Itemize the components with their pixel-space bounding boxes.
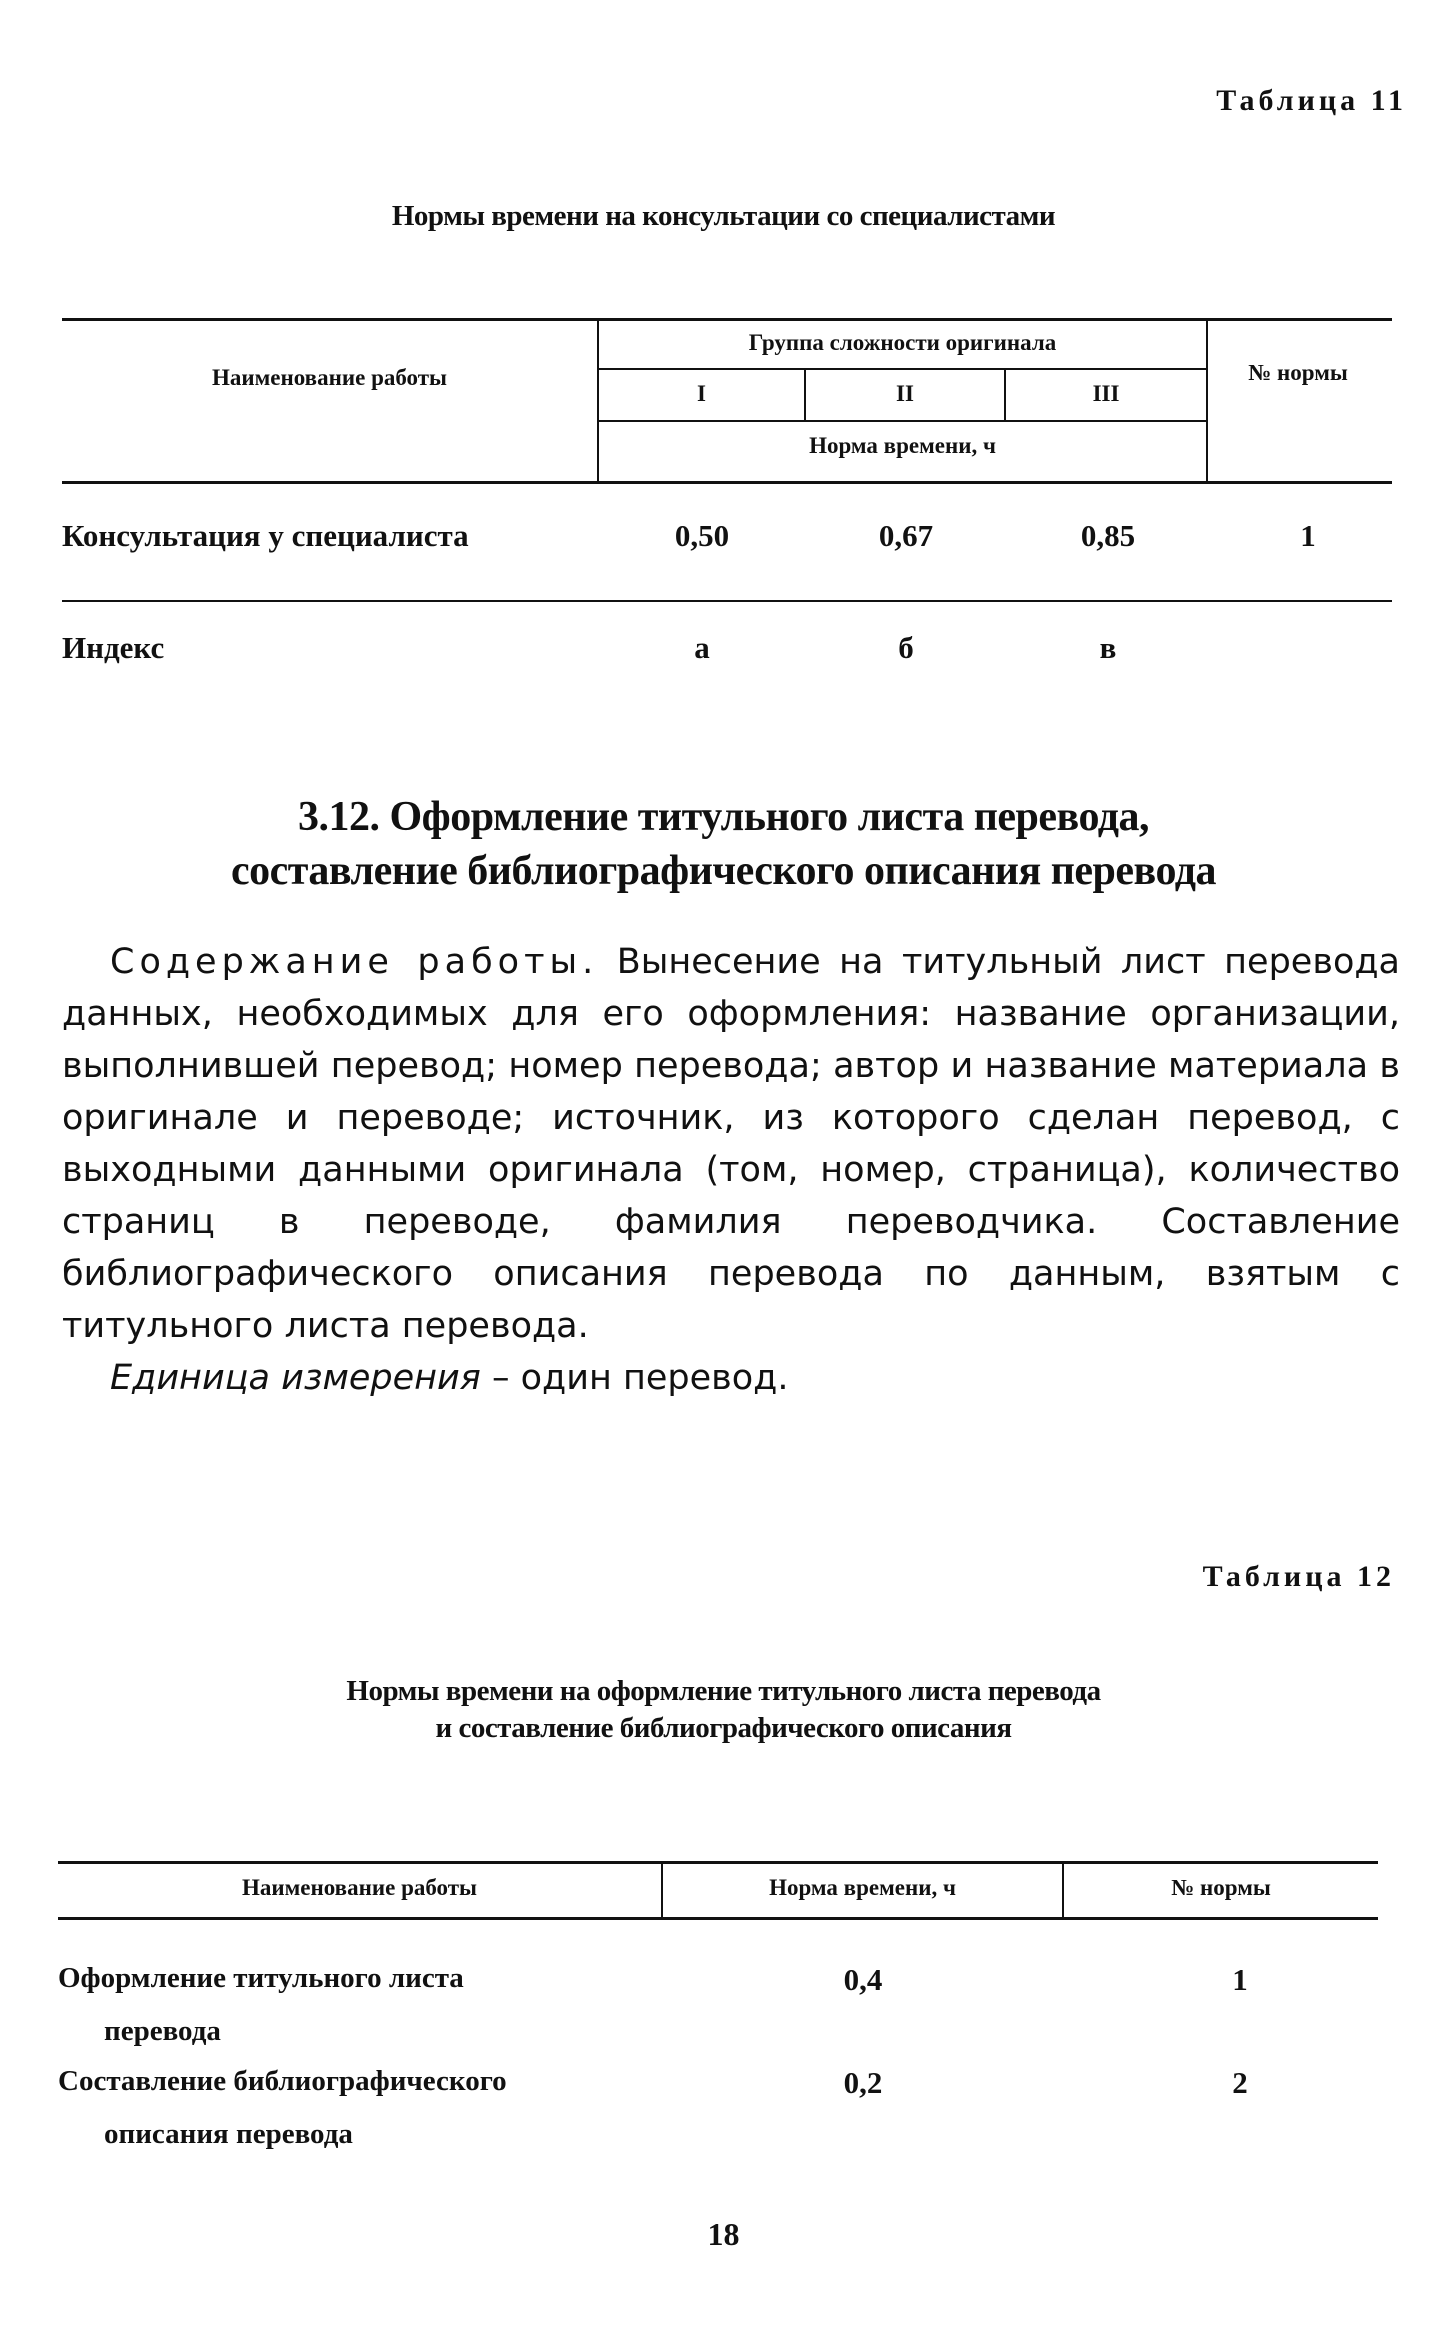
table11-index-rule bbox=[62, 600, 1392, 602]
table11-header-bottom-rule bbox=[62, 481, 1392, 484]
content-body: Вынесение на титульный лист перевода данных, необходимых для его оформления: название организации, выполнившей перевод; номер перевода; автор и название материала в оригинале и переводе; источник, из которого сделан перевод, с выходными данными оригинала (том, номер, страница), количество страниц в переводе, фамилия переводчика. Составление библиографического описания перевода по данным, взятым с титульного листа перевода. bbox=[62, 942, 1401, 1346]
table11-row-value-3: 0,85 bbox=[1080, 518, 1136, 553]
table11-header-group-1: I bbox=[697, 381, 706, 406]
table11-header-norm-number: № нормы bbox=[1248, 360, 1348, 385]
table11-row-value-2: 0,67 bbox=[878, 518, 934, 553]
table11-index-b: б bbox=[898, 630, 914, 665]
table11-row-name: Консультация у специалиста bbox=[62, 518, 469, 553]
table11-index-label: Индекс bbox=[62, 630, 165, 665]
table12-row1-value: 0,4 bbox=[843, 1962, 883, 1997]
table11-header-complexity-group: Группа сложности оригинала bbox=[748, 330, 1057, 355]
table12-top-rule bbox=[58, 1861, 1378, 1864]
unit-value: – один перевод. bbox=[480, 1358, 789, 1398]
section-heading-line-2: составление библиографического описания перевода bbox=[230, 848, 1216, 894]
table12-header-work-name: Наименование работы bbox=[241, 1875, 478, 1900]
unit-of-measure-line bbox=[110, 1352, 788, 1404]
table11-caption: Таблица 11 bbox=[1216, 84, 1407, 117]
table11-header-group-2: II bbox=[896, 381, 914, 406]
table12-row2-value: 0,2 bbox=[843, 2065, 883, 2100]
table11-index-a: а bbox=[694, 630, 710, 665]
table11-top-rule bbox=[62, 318, 1392, 321]
table11-row-value-1: 0,50 bbox=[674, 518, 730, 553]
table11-row-norm: 1 bbox=[1300, 518, 1316, 553]
table12-header-time-norm: Норма времени, ч bbox=[769, 1875, 956, 1900]
table12-title-line-1: Нормы времени на оформление титульного листа перевода bbox=[346, 1675, 1101, 1707]
table12-title-line-2: и составление библиографического описания bbox=[435, 1712, 1012, 1744]
table12-row1-name-line1: Оформление титульного листа bbox=[58, 1962, 464, 1994]
table11-vrule-4 bbox=[1206, 318, 1208, 481]
table11-title: Нормы времени на консультации со специалистами bbox=[391, 200, 1056, 232]
table11-header-group-3: III bbox=[1092, 381, 1120, 406]
unit-label: Единица измерения bbox=[110, 1358, 481, 1398]
table12-row2-name-line1: Составление библиографического bbox=[58, 2065, 507, 2097]
table12-header-norm-number: № нормы bbox=[1171, 1875, 1271, 1900]
table12-row1-norm: 1 bbox=[1232, 1962, 1248, 1997]
table11-roman-rule bbox=[597, 420, 1207, 422]
table11-header-work-name: Наименование работы bbox=[211, 365, 448, 390]
table12-header-bottom-rule bbox=[58, 1917, 1378, 1920]
page-number: 18 bbox=[707, 2216, 740, 2252]
section-heading-line-1: 3.12. Оформление титульного листа перевода, bbox=[298, 794, 1149, 840]
table11-header-time-norm: Норма времени, ч bbox=[809, 433, 996, 458]
table12-row2-norm: 2 bbox=[1232, 2065, 1248, 2100]
table12-row2-name-line2: описания перевода bbox=[104, 2118, 353, 2150]
content-lead: Содержание работы. bbox=[110, 942, 599, 982]
table11-index-v: в bbox=[1099, 630, 1117, 665]
table12-caption: Таблица 12 bbox=[1202, 1560, 1395, 1593]
section-content-paragraph bbox=[62, 936, 1400, 1352]
table12-row1-name-line2: перевода bbox=[104, 2015, 221, 2047]
table11-group-rule bbox=[597, 368, 1207, 370]
